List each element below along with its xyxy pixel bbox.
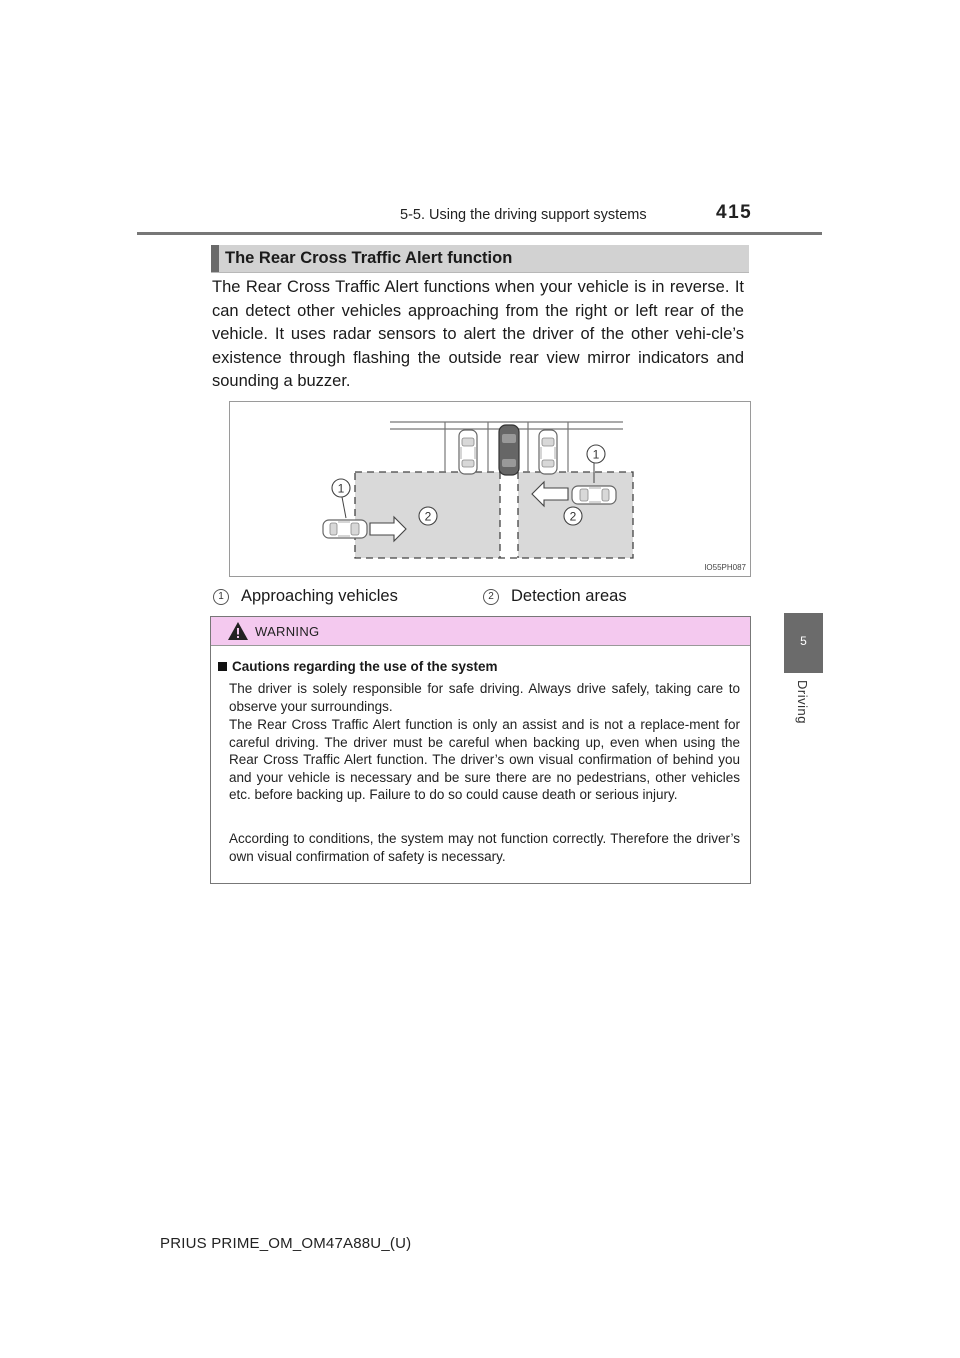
intro-paragraph: The Rear Cross Traffic Alert functions when your vehicle is in reverse. It can detect other vehicles approaching from the right or left rear of the vehicle. It uses radar sensors to alert the driver of the other vehi-cle’s existence through flashing the outside rear view mirror indicators and sounding a buzzer. (212, 278, 744, 390)
chapter-tab-label: Driving (795, 680, 810, 724)
parked-car-right (539, 430, 557, 474)
warning-box (210, 616, 751, 884)
callout-2-right: 2 (569, 509, 577, 524)
square-bullet-icon (218, 662, 227, 671)
legend-number: 1 (213, 589, 229, 605)
legend-number: 2 (483, 589, 499, 605)
legend-item-1 (213, 587, 398, 606)
parked-car-left (459, 430, 477, 474)
section-heading (211, 245, 749, 273)
warning-paragraph-1: The driver is solely responsible for safe driving. Always drive safely, taking care to observe your surroundings. (229, 681, 740, 714)
rcta-diagram-svg (230, 402, 750, 576)
warning-subheading (218, 659, 498, 674)
approaching-car-left (323, 520, 367, 538)
warning-header (211, 617, 750, 646)
approaching-car-right (572, 486, 616, 504)
warning-triangle-icon (227, 621, 249, 641)
footer-manual-id: PRIUS PRIME_OM_OM47A88U_(U) (160, 1235, 412, 1252)
header-rule (137, 232, 822, 235)
chapter-tab-number: 5 (800, 634, 807, 648)
callout-1-right: 1 (592, 447, 600, 462)
rcta-diagram (229, 401, 751, 577)
callout-2-left: 2 (424, 509, 432, 524)
figure-code: IO55PH087 (704, 563, 746, 572)
chapter-tab (784, 613, 823, 673)
warning-subheading-text: Cautions regarding the use of the system (232, 659, 498, 674)
page-number: 415 (716, 202, 753, 223)
warning-paragraph-2: The Rear Cross Traffic Alert function is only an assist and is not a replace-ment for careful driving. The driver must be careful when backing up, even when using the Rear Cross Traffic Alert function. The driver’s own visual confirmation of behind you and your vehicle is necessary and be sure there are no pedestrians, other vehicles etc. before backing up. Failure to do so could cause death or serious injury. (229, 717, 740, 802)
legend-item-2 (483, 587, 627, 606)
own-vehicle (499, 425, 519, 475)
legend-label: Detection areas (511, 587, 627, 605)
warning-title: WARNING (255, 624, 320, 639)
callout-1-left: 1 (337, 481, 345, 496)
warning-paragraph-3: According to conditions, the system may not function correctly. Therefore the driver’s own visual confirmation of safety is necessary. (229, 831, 740, 864)
legend-label: Approaching vehicles (241, 587, 398, 605)
section-heading-bar (211, 245, 219, 272)
section-heading-text: The Rear Cross Traffic Alert function (225, 249, 513, 267)
running-header-section: 5-5. Using the driving support systems (400, 207, 647, 223)
